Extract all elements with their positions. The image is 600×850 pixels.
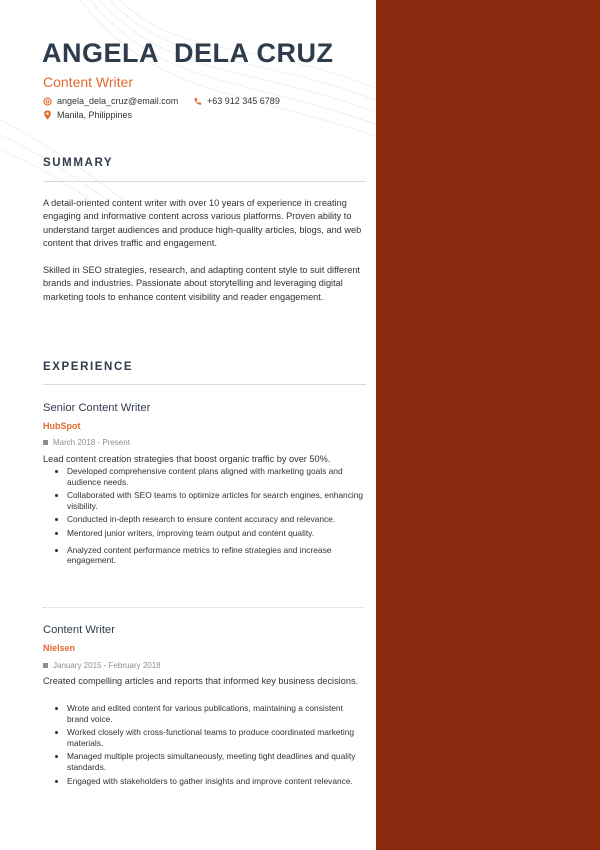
job-bullet: Mentored junior writers, improving team output and content quality. (52, 528, 364, 539)
summary-heading: SUMMARY (43, 157, 114, 169)
job-separator (43, 607, 363, 608)
contact-email (43, 96, 178, 106)
summary-divider (43, 181, 366, 182)
sidebar (376, 0, 600, 850)
map-pin-icon (43, 110, 52, 120)
job-bullet: Engaged with stakeholders to gather insights and improve content relevance. (52, 776, 364, 787)
candidate-role: Content Writer (43, 74, 133, 90)
job-dates-text: January 2015 - February 2018 (53, 661, 161, 670)
candidate-name: ANGELA DELA CRUZ (42, 38, 334, 68)
job-title: Senior Content Writer (43, 402, 151, 414)
summary-paragraph-1: A detail-oriented content writer with over 10 years of experience in creating engaging and informative content across various platforms. Proven ability to understand target audiences and produce high-quality articles, blogs, and web content that drives traffic and engagement. (43, 198, 362, 249)
job-summary: Lead content creation strategies that boost organic traffic by over 50%. (43, 454, 331, 464)
calendar-icon (43, 663, 48, 668)
job-bullet: Worked closely with cross-functional teams to produce coordinated marketing materials. (52, 727, 364, 748)
job-bullet: Managed multiple projects simultaneously, meeting tight deadlines and quality standards. (52, 751, 364, 772)
phone-icon (193, 97, 202, 106)
location-text: Manila, Philippines (57, 110, 133, 120)
summary-paragraph-2: Skilled in SEO strategies, research, and adapting content style to suit different brands and industries. Passionate about storytelling and leveraging digital marketing tools to enhance content visibility and reader engagement. (43, 265, 360, 302)
job-bullet-list (52, 703, 364, 786)
job-dates-text: March 2018 - Present (53, 438, 130, 447)
job-bullet-list (52, 466, 364, 566)
job-dates (43, 438, 130, 447)
experience-heading: EXPERIENCE (43, 361, 134, 373)
job-company: Nielsen (43, 643, 76, 653)
contact-phone (193, 96, 280, 106)
job-bullet: Developed comprehensive content plans aligned with marketing goals and audience needs. (52, 466, 364, 487)
job-bullet: Wrote and edited content for various publications, maintaining a consistent brand voice. (52, 703, 364, 724)
email-text: angela_dela_cruz@email.com (57, 96, 179, 106)
at-sign-icon (43, 97, 52, 106)
job-bullet: Collaborated with SEO teams to optimize articles for search engines, enhancing visibility. (52, 490, 364, 511)
experience-divider (43, 384, 366, 385)
contact-location (43, 110, 132, 120)
job-bullet: Analyzed content performance metrics to refine strategies and increase engagement. (52, 545, 364, 566)
job-dates (43, 661, 161, 670)
calendar-icon (43, 440, 48, 445)
phone-text: +63 912 345 6789 (207, 96, 280, 106)
job-title: Content Writer (43, 624, 115, 636)
job-bullet: Conducted in-depth research to ensure content accuracy and relevance. (52, 514, 364, 525)
job-summary: Created compelling articles and reports that informed key business decisions. (43, 676, 359, 686)
job-company: HubSpot (43, 421, 81, 431)
